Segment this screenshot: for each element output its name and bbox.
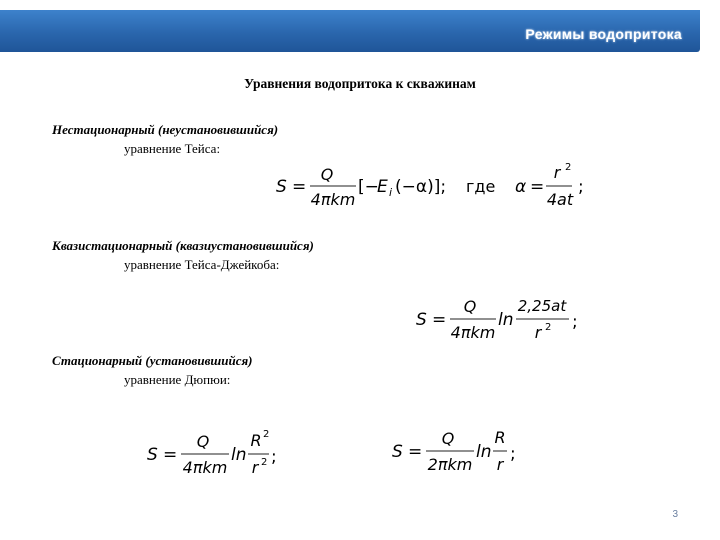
theis-alpha: α [515, 177, 527, 197]
tj-numerator: 2,25at [517, 297, 567, 315]
formula-theis [272, 158, 602, 218]
d1-denominator: 4πkm [182, 458, 228, 477]
header-bar [0, 10, 700, 52]
theis-r: r [553, 163, 561, 182]
theis-eq2: = [530, 177, 545, 197]
theis-r-exp: 2 [565, 162, 572, 173]
tj-r: r [534, 323, 542, 342]
section-subheading-dupuit: уравнение Дюпюи: [124, 372, 231, 387]
formula-theis-jacob [414, 290, 589, 350]
section-heading-quasistationary: Квазистационарный (квазиустановившийся) [52, 238, 314, 253]
header-title: Режимы водопритока [525, 26, 682, 42]
d1-r: r [251, 458, 259, 477]
section-heading-stationary: Стационарный (установившийся) [52, 353, 253, 368]
theis-s: S [276, 177, 287, 197]
theis-bracket-open: [− [358, 177, 379, 197]
d1-ln: ln [231, 445, 247, 465]
d2-r: r [496, 455, 504, 474]
formula-theis-graphic [272, 158, 602, 214]
section-subheading-theis-jacob: уравнение Тейса-Джейкоба: [124, 257, 280, 272]
d2-q: Q [441, 429, 455, 448]
d2-R: R [494, 428, 506, 447]
theis-ei-i: i [389, 186, 393, 199]
d1-r-exp: 2 [261, 457, 268, 468]
theis-denominator: 4πkm [310, 190, 356, 209]
section-subheading-theis: уравнение Тейса: [124, 141, 221, 156]
page-number: 3 [672, 509, 678, 520]
d2-ln: ln [476, 442, 492, 462]
tj-s: S [416, 310, 427, 330]
formula-dupuit-1 [145, 425, 285, 487]
d1-semicolon: ; [271, 447, 277, 467]
d1-R: R [250, 431, 262, 450]
theis-4at: 4at [546, 190, 574, 209]
section-heading-nonstationary: Нестационарный (неустановившийся) [52, 122, 279, 137]
d2-eq: = [408, 442, 423, 462]
d1-R-exp: 2 [263, 429, 270, 440]
theis-semicolon: ; [578, 177, 584, 197]
slide-title: Уравнения водопритока к скважинам [244, 76, 476, 91]
tj-eq: = [432, 310, 447, 330]
theis-gde: где [466, 177, 496, 196]
theis-ei-arg: (−α)]; [395, 177, 447, 197]
theis-q: Q [320, 165, 334, 184]
tj-r-exp: 2 [545, 322, 552, 333]
formula-theis-jacob-graphic [414, 290, 589, 346]
d2-denominator: 2πkm [427, 455, 473, 474]
d1-q: Q [196, 432, 210, 451]
tj-ln: ln [498, 310, 514, 330]
d1-s: S [147, 445, 158, 465]
theis-ei-e: E [377, 177, 388, 197]
tj-denominator: 4πkm [450, 323, 496, 342]
formula-dupuit-2 [390, 422, 525, 484]
theis-eq: = [292, 177, 307, 197]
tj-q: Q [463, 297, 477, 316]
formula-dupuit-1-graphic [145, 425, 285, 483]
d2-semicolon: ; [510, 444, 516, 464]
formula-dupuit-2-graphic [390, 422, 525, 480]
tj-semicolon: ; [572, 312, 578, 332]
d2-s: S [392, 442, 403, 462]
d1-eq: = [163, 445, 178, 465]
